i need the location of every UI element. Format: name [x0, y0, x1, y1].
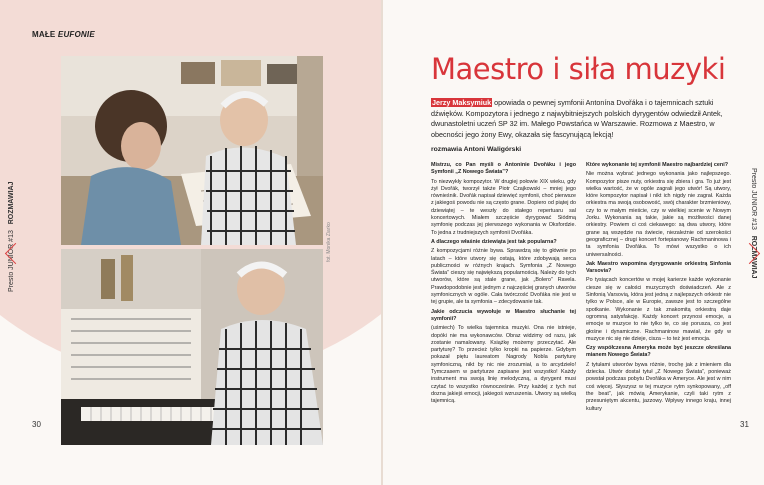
side-left-magazine: Presto JUNIOR #13 — [8, 230, 15, 292]
text-column-1 — [431, 162, 576, 408]
side-right-magazine: Presto JUNIOR #13 — [750, 168, 757, 230]
photo-credit: fot. Monika Ziarko — [326, 222, 332, 262]
answer: (uśmiech) To wielka tajemnica muzyki. Ona nie istnieje, dopóki nie ma wykonawców. Obraz widzimy od razu, jak zostanie namalowany. Książkę możemy przeczytać. Ale partyturę? To przecież tylko kropki na papierze. Gdybym pokazał piętu laureatom Nagrody Nobla partyturę symfoniczną, nikt by nic nie zrozumiał, a to arcydzieło! Tymczasem w partyturze zapisane jest wszystko! Każdy instrument ma swoją linię melodyczną, a dyrygent musi czytać to wszystko równocześnie. Przy każdej z tych nut dozna jakiejś emocji, jakiegoś wzruszenia. Utwory są wielką tajemnicą. — [431, 325, 576, 405]
article-byline: rozmawia Antoni Waligórski — [431, 146, 522, 153]
article-lead — [431, 98, 731, 140]
page-number-right: 31 — [740, 420, 749, 429]
question: Jak Maestro wspomina dyrygowanie orkiestrą Sinfonia Varsovia? — [586, 260, 731, 275]
answer: Nie można wybrać jednego wykonania jako najlepszego. Kompozytor pisze nuty, orkiestra się zbiera i gra. To już jest wielka wartość, że w ogóle zagrali jego utwór! Są utwory, które kompozytor napisał i nikt ich nigdy nie zagrał. Każda orkiestra ma swoją osobowość, swój charakter brzmieniowy, czy to w małym mieście, czy w wielkiej scenie w Nowym Jorku. Wykonania są takie, jakie są możliwości danej orkiestry. Powiem ci coś ciekawego: są dwa utwory, które grane są wszędzie na świecie, niezależnie od szerokości geograficznej – drugi koncert fortepianowy Rachmaninowa i ta symfonia Dvořáka. To mówi wszystko o ich uniwersalności. — [586, 171, 731, 258]
side-left-label — [8, 182, 15, 292]
article-title: Maestro i siła muzyki — [431, 52, 726, 86]
question: Mistrzu, co Pan myśli o Antoninie Dvořáku i jego Symfonii „Z Nowego Świata”? — [431, 162, 576, 176]
question: A dlaczego właśnie dziewiąta jest tak popularna? — [431, 238, 557, 245]
answer: Po tysiącach koncertów w mojej karierze każde wykonanie ciesze się w całości muzycznych doświadczeń. Ale z Sinfonią Varsovią, która jest jedną z najlepszych orkiestr nie tylko w Polsce, ale w Europie, zawsze jest to szczególne spotkanie. Wykonanie z tak znakomitą orkiestrą daje ogromną satysfakcję. Każdy koncert przynosi emocje, a emocje w muzyce to nie tylko te, co się porusza, co jest głośne i dynamiczne. Rachmaninow mawiał, że gdy w muzyce nic się nie dzieje, cisza – to też jest emocja. — [586, 277, 731, 342]
answer: Z tytułami utworów bywa różnie, trochę jak z imieniem dla dziecka. Utwór dostał tytuł „Z Nowego Świata”, ponieważ powstał podczas pobytu Dvořáka w Ameryce. Ale jest w nim coś więcej. Słyszysz w tej muzyce rytm synkopowany, „off the beat”, jak mówią Amerykanie, czyli taki rytm z przesuniętym akcentu, jazzowy. Wpływy innego kraju, innej kultury — [586, 361, 731, 412]
answer: Z kompozycjami różnie bywa. Sprawdzą się to głównie po latach – które utwory się ostają, które zdobywają serca publiczności w różnych krajach. Symfonia „Z Nowego Świata” cieszy się największą popularnością. Należy do tych utworów, które są stale grane, jak „Bolero” Ravela. Prawdopodobnie jest jednym z najczęściej granych utworów symfonicznych w ogóle. Cała twórczość Dvořáka nie jest w tej grupie, ale ta symfonia – zdecydowanie tak. — [431, 248, 576, 306]
section-label — [32, 30, 95, 39]
question: Które wykonanie tej symfonii Maestro najbardziej ceni? — [586, 162, 728, 168]
lead-highlight-name: Jerzy Maksymiuk — [432, 98, 492, 107]
lead-text: opowiada o pewnej symfonii Antonína Dvořáka i o tajemnicach sztuki dźwięków. Kompozytora i jednego z najwybitniejszych polskich dyrygentów odwiedził Antek, dwunastoletni uczeń SP 32 im. Małego Powstańca w Warszawie. Rozmowa z Maestro, w obecności jego żony Ewy, okazała się fascynującą lekcją! — [431, 98, 723, 139]
photo-piano — [61, 249, 323, 445]
section-label-prefix: MAŁE — [32, 30, 56, 39]
question: Czy współczesna Ameryka może być jeszcze określana mianem Nowego Świata? — [586, 345, 731, 359]
side-right-section: ROZMAWIAJ — [750, 235, 757, 279]
section-label-suffix: EUFONIE — [57, 30, 95, 39]
answer: To niezwykły kompozytor. W drugiej połowie XIX wieku, gdy żył Dvořák, tworzył także Piotr Czajkowski – mniej jego równieśnik. Dvořák napisał dziewięć symfonii, choć pierwsze z jakiegoś powodu nie są często grane. Dopiero od piątej do dziewiątej – te weszły do stałego repertuaru sal koncertowych. Miałem szczęście dyrygować Siódmą symfonię podczas jej pierwszego wykonania w Oksfordzie. To jedna z trudniejszych symfonii Dvořáka. — [431, 178, 576, 236]
side-left-section: ROZMAWIAJ — [8, 181, 15, 225]
photo-desk — [61, 56, 323, 245]
page-number-left: 30 — [32, 420, 41, 429]
photo-desk-illustration — [61, 56, 323, 245]
question: Jakie odczucia wywołuje w Maestro słuchanie tej symfonii? — [431, 308, 576, 322]
text-column-2 — [586, 162, 731, 415]
photo-piano-illustration — [61, 249, 323, 445]
